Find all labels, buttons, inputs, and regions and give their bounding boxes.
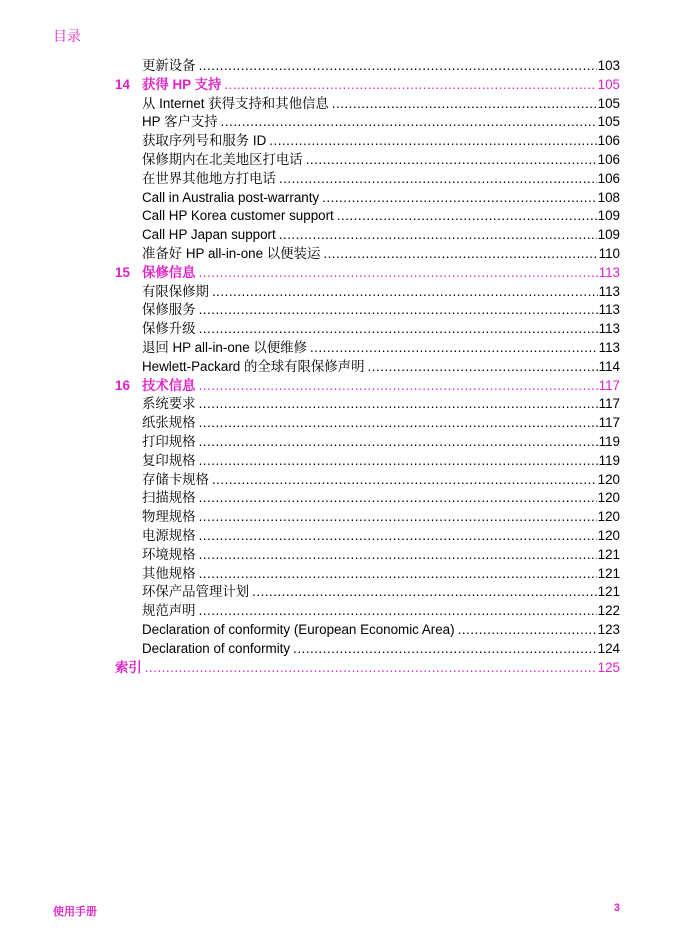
toc-entry-row[interactable] <box>115 57 620 76</box>
dot-leader <box>199 489 597 508</box>
toc-title-link[interactable]: 打印规格 <box>142 433 196 449</box>
toc-entry-row[interactable] <box>115 546 620 565</box>
toc-page-number[interactable]: 117 <box>598 377 620 393</box>
dot-leader <box>199 433 598 452</box>
chapter-number: 14 <box>115 76 130 92</box>
dot-leader <box>279 226 597 245</box>
toc-entry-row[interactable] <box>115 113 620 132</box>
toc-title-link[interactable]: 保修服务 <box>142 302 196 318</box>
toc-page-number[interactable]: 117 <box>598 415 620 431</box>
footer-page-number: 3 <box>613 902 620 914</box>
dot-leader <box>199 414 598 433</box>
toc-page-number[interactable]: 106 <box>597 133 620 149</box>
toc-index-row[interactable] <box>115 659 620 678</box>
table-of-contents <box>115 57 620 677</box>
toc-page-number[interactable]: 113 <box>598 283 620 299</box>
toc-chapter-row[interactable] <box>115 76 620 95</box>
dot-leader <box>145 659 597 678</box>
toc-title-link[interactable]: 在世界其他地方打电话 <box>142 170 276 186</box>
toc-title-link[interactable]: 环境规格 <box>142 546 196 562</box>
toc-page-number[interactable]: 120 <box>597 490 620 506</box>
toc-chapter-row[interactable] <box>115 264 620 283</box>
dot-leader <box>252 583 597 602</box>
toc-entry-row[interactable] <box>115 452 620 471</box>
dot-leader <box>199 395 598 414</box>
toc-entry-row[interactable] <box>115 565 620 584</box>
toc-page-number[interactable]: 121 <box>597 546 620 562</box>
dot-leader <box>199 320 598 339</box>
toc-page-number[interactable]: 105 <box>597 76 620 92</box>
chapter-number: 15 <box>115 264 130 280</box>
dot-leader <box>199 377 598 396</box>
toc-title-link[interactable]: 其他规格 <box>142 565 196 581</box>
toc-title-link[interactable]: 存储卡规格 <box>142 471 209 487</box>
toc-page-number[interactable]: 108 <box>597 189 620 205</box>
toc-title-link[interactable]: Call HP Japan support <box>142 227 276 243</box>
toc-title-link[interactable]: 系统要求 <box>142 396 196 412</box>
toc-entry-row[interactable] <box>115 583 620 602</box>
dot-leader <box>199 546 597 565</box>
toc-page-number[interactable]: 120 <box>597 509 620 525</box>
toc-entry-row[interactable] <box>115 433 620 452</box>
toc-page-number[interactable]: 105 <box>597 95 620 111</box>
toc-page-number[interactable]: 113 <box>598 339 620 355</box>
toc-title-link[interactable]: 扫描规格 <box>142 490 196 506</box>
toc-page-number[interactable]: 109 <box>597 227 620 243</box>
toc-entry-row[interactable] <box>115 301 620 320</box>
toc-page-number[interactable]: 119 <box>598 452 620 468</box>
toc-page-number[interactable]: 113 <box>598 302 620 318</box>
toc-title-link[interactable]: 技术信息 <box>142 377 196 393</box>
toc-title-link[interactable]: 退回 HP all-in-one 以便维修 <box>142 339 307 355</box>
dot-leader <box>199 301 598 320</box>
toc-entry-row[interactable] <box>115 95 620 114</box>
toc-title-link[interactable]: Declaration of conformity <box>142 640 291 656</box>
dot-leader <box>199 602 597 621</box>
toc-entry-row[interactable] <box>115 226 620 245</box>
toc-entry-row[interactable] <box>115 471 620 490</box>
toc-page-number[interactable]: 110 <box>598 245 620 261</box>
dot-leader <box>212 471 597 490</box>
toc-page-number[interactable]: 109 <box>597 208 620 224</box>
toc-page-number[interactable]: 103 <box>597 58 620 73</box>
toc-entry-row[interactable] <box>115 414 620 433</box>
toc-page-number[interactable]: 106 <box>597 170 620 186</box>
toc-entry-row[interactable] <box>115 339 620 358</box>
dot-leader <box>367 358 597 377</box>
toc-title-link[interactable]: Declaration of conformity (European Economic Area) <box>142 621 455 637</box>
toc-title-link[interactable]: Call in Australia post-warranty <box>142 189 320 205</box>
toc-entry-row[interactable] <box>115 283 620 302</box>
dot-leader <box>310 339 598 358</box>
toc-title-link[interactable]: 规范声明 <box>142 603 196 619</box>
toc-chapter-row[interactable] <box>115 377 620 396</box>
toc-title-link[interactable]: 准备好 HP all-in-one 以便装运 <box>142 245 321 261</box>
toc-title-link[interactable]: HP 客户支持 <box>142 114 218 130</box>
toc-title-link[interactable]: 环保产品管理计划 <box>142 584 250 600</box>
toc-title-link[interactable]: 从 Internet 获得支持和其他信息 <box>142 95 329 111</box>
toc-title-link[interactable]: Hewlett-Packard 的全球有限保修声明 <box>142 358 365 374</box>
toc-entry-row[interactable] <box>115 132 620 151</box>
toc-page-number[interactable]: 121 <box>597 584 620 600</box>
toc-page-number[interactable]: 105 <box>597 114 620 130</box>
toc-title-link[interactable]: 有限保修期 <box>142 283 209 299</box>
toc-entry-row[interactable] <box>115 527 620 546</box>
toc-title-link[interactable]: Call HP Korea customer support <box>142 208 334 224</box>
toc-entry-row[interactable] <box>115 245 620 264</box>
toc-page-number[interactable]: 113 <box>598 264 620 280</box>
dot-leader <box>199 565 597 584</box>
dot-leader <box>322 189 597 208</box>
toc-page-number[interactable]: 106 <box>597 151 620 167</box>
toc-entry-row[interactable] <box>115 508 620 527</box>
toc-title-link[interactable]: 复印规格 <box>142 452 196 468</box>
toc-page-number[interactable]: 113 <box>598 321 620 337</box>
dot-leader <box>199 508 597 527</box>
dot-leader <box>212 283 598 302</box>
dot-leader <box>293 640 597 659</box>
toc-title-link[interactable]: 保修信息 <box>142 264 196 280</box>
toc-page-number[interactable]: 120 <box>597 527 620 543</box>
toc-title-link[interactable]: 保修升级 <box>142 321 196 337</box>
dot-leader <box>221 113 597 132</box>
toc-page-number[interactable]: 121 <box>597 565 620 581</box>
dot-leader <box>199 452 598 471</box>
toc-page-number[interactable]: 120 <box>597 471 620 487</box>
dot-leader <box>199 264 598 283</box>
toc-entry-row[interactable] <box>115 602 620 621</box>
dot-leader <box>279 170 597 189</box>
dot-leader <box>199 57 597 76</box>
toc-entry-row[interactable] <box>115 320 620 339</box>
toc-title-link[interactable]: 获得 HP 支持 <box>142 76 222 92</box>
toc-title-link[interactable]: 物理规格 <box>142 509 196 525</box>
chapter-number: 16 <box>115 377 130 393</box>
toc-title-link[interactable]: 索引 <box>115 659 142 675</box>
toc-entry-row[interactable] <box>115 207 620 226</box>
dot-leader <box>269 132 596 151</box>
dot-leader <box>458 621 597 640</box>
toc-page-number[interactable]: 114 <box>598 358 620 374</box>
header-title: 目录 <box>53 29 81 45</box>
footer-manual-title: 使用手册 <box>53 905 97 918</box>
toc-page-number[interactable]: 125 <box>597 659 620 675</box>
dot-leader <box>224 76 596 95</box>
toc-page-number[interactable]: 124 <box>597 640 620 656</box>
toc-page-number[interactable]: 117 <box>598 396 620 412</box>
toc-title-link[interactable]: 纸张规格 <box>142 415 196 431</box>
toc-entry-row[interactable] <box>115 189 620 208</box>
toc-entry-row[interactable] <box>115 621 620 640</box>
dot-leader <box>337 207 597 226</box>
toc-entry-row[interactable] <box>115 395 620 414</box>
toc-page-number[interactable]: 122 <box>597 603 620 619</box>
dot-leader <box>323 245 597 264</box>
dot-leader <box>306 151 597 170</box>
toc-title-link[interactable]: 更新设备 <box>142 58 196 73</box>
toc-page-number[interactable]: 123 <box>597 621 620 637</box>
toc-title-link[interactable]: 保修期内在北美地区打电话 <box>142 151 303 167</box>
toc-entry-row[interactable] <box>115 640 620 659</box>
dot-leader <box>332 95 597 114</box>
toc-entry-row[interactable] <box>115 358 620 377</box>
toc-entry-row[interactable] <box>115 170 620 189</box>
toc-entry-row[interactable] <box>115 151 620 170</box>
toc-title-link[interactable]: 获取序列号和服务 ID <box>142 133 267 149</box>
dot-leader <box>199 527 597 546</box>
toc-entry-row[interactable] <box>115 489 620 508</box>
toc-title-link[interactable]: 电源规格 <box>142 527 196 543</box>
toc-page-number[interactable]: 119 <box>598 433 620 449</box>
